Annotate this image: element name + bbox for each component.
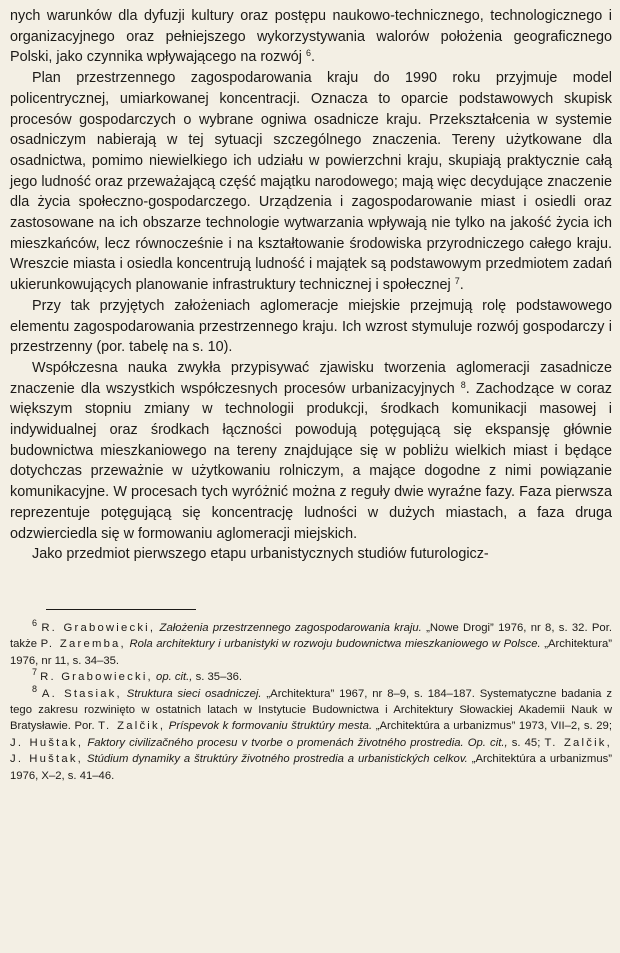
paragraph-4 — [10, 358, 612, 544]
footnote-source: „Architektúra a urbanizmus” 1973, VII–2, s. 29; — [372, 720, 612, 733]
footnote-separator — [46, 609, 196, 610]
footnote-number: 8 — [32, 683, 38, 694]
paragraph-text: Plan przestrzennego zagospodarowania kraju do 1990 roku przyjmuje model policentrycznej, umiarkowanej koncentracji. Oznacza to oparcie podstawowych skupisk procesów gospodarczych o wybrane ogniwa osadnicze kraju. Przekształcenia w systemie osadniczym nabierają w tej sytuacji szczególnego znaczenia. Tereny użytkowane dla osadnictwa, pomimo niewielkiego ich udziału w powierzchni kraju, skupiają praktycznie całą jego ludność oraz przeważającą część majątku narodowego; mają więc decydujące znaczenie dla życia społeczno-gospodarczego. Urządzenia i zagospodarowanie miast i osiedli oraz zastosowane na ich obszarze technologie wytwarzania wpływają nie tylko na jakość życia ich mieszkańców, lecz równocześnie i na kształtowanie środowiska przyrodniczego całego kraju. Wreszcie miasta i osiedla koncentrują ludność i majątek są podstawowym przedmiotem zadań ukierunkowujących planowanie infrastruktury technicznej i społecznej — [10, 70, 612, 294]
footnote-ref-7: 7 — [454, 276, 460, 287]
footnote-author: T. Zalčik, J. Huštak, — [10, 736, 612, 766]
footnote-source: „Architektura” 1976, nr 11, s. 34–35. — [10, 638, 613, 667]
footnote-title: Príspevok k formovaniu štruktúry mesta. — [168, 720, 373, 733]
paragraph-2 — [10, 68, 612, 296]
main-text — [10, 6, 612, 565]
footnote-number: 7 — [32, 667, 38, 678]
footnote-source: s. 45; — [507, 736, 545, 749]
footnote-ref-8: 8 — [460, 379, 466, 390]
paragraph-1 — [10, 6, 612, 68]
paragraph-text: nych warunków dla dyfuzji kultury oraz postępu naukowo-technicznego, technologicznego i organizacyjnego oraz pełniejszego wykorzystywania walorów położenia geograficznego Polski, jako czynnika wpływającego na rozwój — [10, 8, 612, 66]
footnote-number: 6 — [32, 617, 38, 628]
footnote-source: „Architektúra a urbanizmus” 1976, X–2, s. 41–46. — [10, 753, 613, 782]
footnote-author: J. Huštak, — [10, 736, 84, 749]
footnote-author: T. Zalčik, — [98, 720, 166, 733]
footnotes — [10, 617, 613, 784]
paragraph-text: Jako przedmiot pierwszego etapu urbanistycznych studiów futurologicz- — [32, 546, 489, 563]
footnote-title: Stúdium dynamiky a štruktúry životného prostredia a urbanistických celkov. — [86, 753, 468, 766]
footnote-ref-6: 6 — [305, 48, 311, 59]
footnote-title: Założenia przestrzennego zagospodarowania kraju. — [159, 621, 422, 634]
paragraph-text: Współczesna nauka zwykła przypisywać zjawisku tworzenia aglomeracji zasadnicze znaczenie dla wszystkich współczesnych procesów urbanizacyjnych — [10, 359, 612, 397]
paragraph-text: . Zachodzące w coraz większym stopniu zmiany w technologii produkcji, środkach komunikacji masowej i indywidualnej oraz środkach łączności powodują potęgującą się ekspansję głównie budownictwa mieszkaniowego na tereny znajdujące się w pobliżu wielkich miast i będące dotychczas przeważnie w użytkowaniu rolniczym, a mające dogodne z nimi powiązanie komunikacyjne. W procesach tych wyróżnić można z reguły dwie wyraźne fazy. Faza pierwsza reprezentuje potęgującą się koncentrację ludności w dużych miastach, a faza druga odzwierciedla się w formowaniu aglomeracji miejskich. — [10, 380, 612, 542]
footnote-source: „Nowe Drogi” 1976, nr 8, s. 32. Por. także — [10, 621, 612, 651]
paragraph-5 — [10, 544, 612, 565]
footnote-source: „Architektura” 1967, nr 8–9, s. 184–187. Systematyczne badania z tego zakresu rozwinięto w ostatnich latach w Instytucie Budownictwa i Architektury Słowackiej Akademii Nauk w Bratysławie. Por. — [10, 687, 612, 733]
footnote-title: Struktura sieci osadniczej. — [126, 687, 262, 700]
footnote-source: s. 35–36. — [192, 671, 243, 684]
footnote-6 — [10, 617, 613, 669]
punctuation: . — [459, 277, 464, 294]
footnote-title: Rola architektury i urbanistyki w rozwoju budownictwa mieszkaniowego w Polsce. — [129, 638, 541, 651]
footnote-7 — [10, 669, 612, 685]
footnote-author: R. Grabowiecki, — [41, 621, 156, 634]
paragraph-3 — [10, 296, 612, 358]
footnote-title: op. cit., — [156, 671, 193, 684]
punctuation: . — [310, 49, 315, 66]
paragraph-text: Przy tak przyjętych założeniach aglomeracje miejskie przejmują rolę podstawowego elementu zagospodarowania przestrzennego kraju. Ich wzrost stymuluje rozwój gospodarczy i przestrzenny (por. tabelę na s. 10). — [10, 297, 612, 356]
footnote-title: Faktory civilizačného procesu v tvorbe o promenách životného prostredia. Op. cit., — [87, 736, 508, 749]
footnote-8 — [10, 683, 613, 784]
footnote-author: P. Zaremba, — [40, 638, 126, 651]
footnote-author: A. Stasiak, — [41, 687, 122, 700]
footnote-author: R. Grabowiecki, — [40, 671, 153, 684]
